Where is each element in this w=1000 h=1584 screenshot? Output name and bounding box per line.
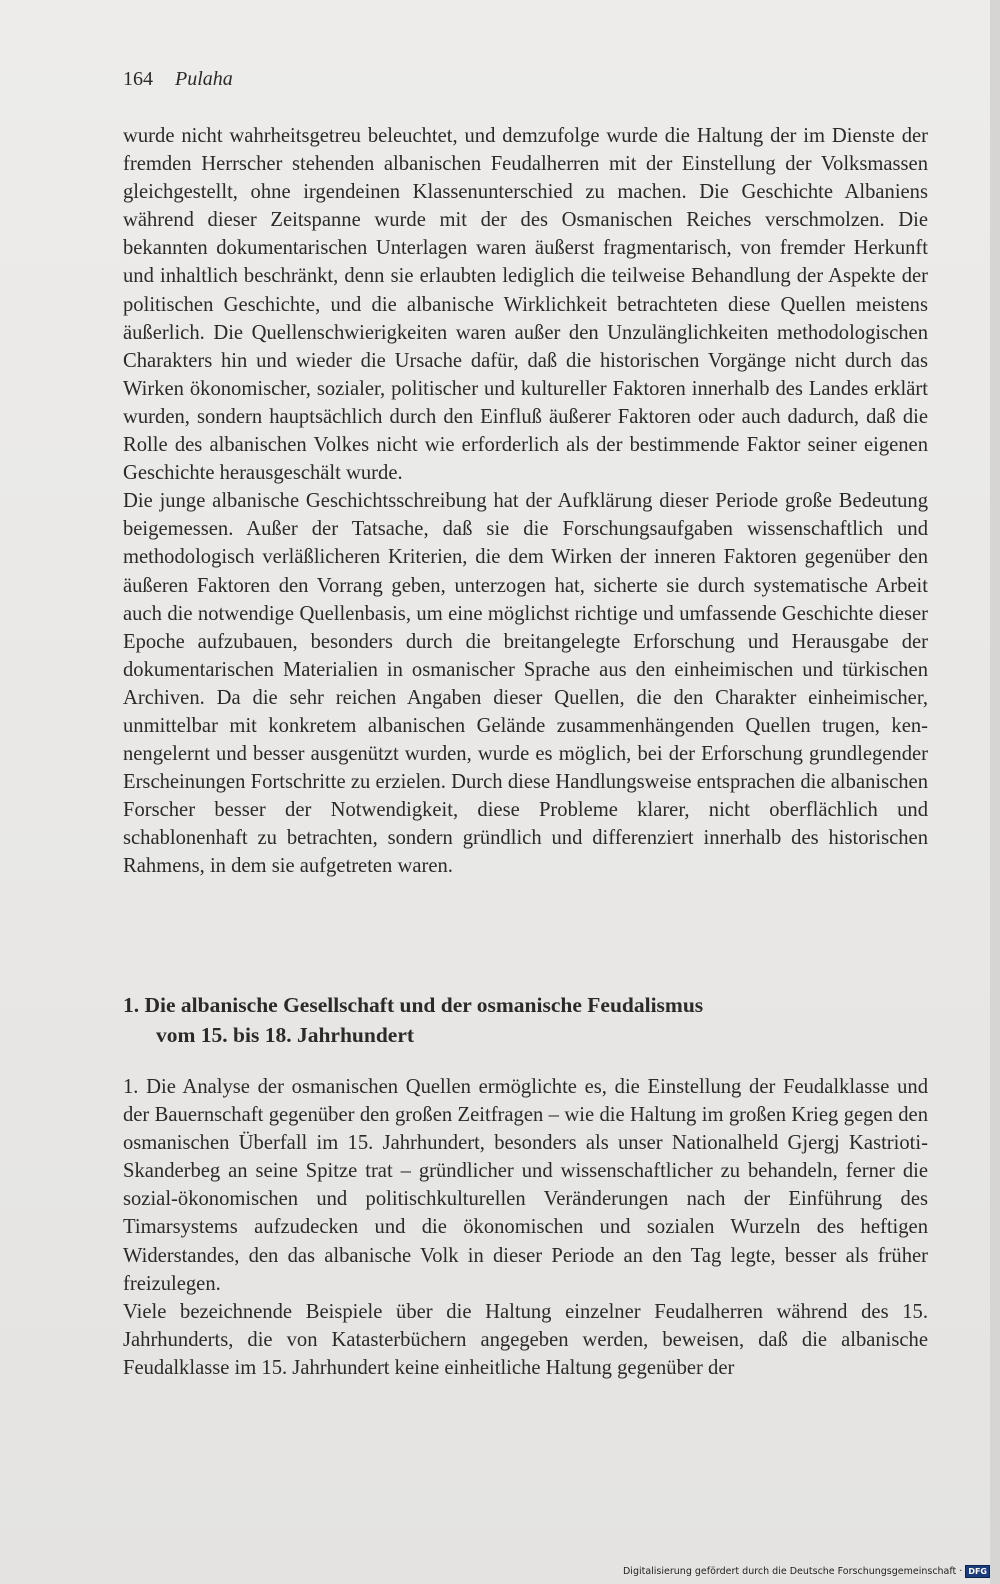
page-number: 164	[123, 68, 153, 90]
running-header	[123, 68, 233, 91]
paragraph: Die junge albanische Geschichtsschreibung hat der Aufklärung dieser Periode große Bedeutung beigemessen. Außer der Tatsache, daß sie die Forschungsaufgaben wissenschaftlich und methodologisch verläßlicheren Kriterien, die dem Wirken der inneren Faktoren gegenüber den äußeren Faktoren den Vorrang geben, unterzogen hat, sicherte sie durch systematische Arbeit auch die notwendige Quellenbasis, um eine möglichst richtige und umfassende Geschichte dieser Epoche aufzubauen, besonders durch die breitangelegte Erforschung und Herausgabe der dokumentarischen Materialien in osmanischer Sprache aus den einheimischen und türkischen Archiven. Da die sehr reichen Angaben dieser Quellen, die den Charakter einheimischer, unmittelbar mit konkretem albanischen Gelände zusammenhängenden Quellen trugen, kennengelernt und besser ausgenützt wurden, wurde es möglich, bei der Erforschung grundlegender Erscheinungen Fortschritte zu erzielen. Durch diese Handlungsweise entsprachen die albanischen Forscher besser der Notwendigkeit, diese Probleme klarer, nicht oberflächlich und schablonenhaft zu betrachten, sondern gründlich und differenziert innerhalb des historischen Rahmens, in dem sie aufgetreten waren.	[123, 490, 928, 878]
section-heading-line: vom 15. bis 18. Jahrhundert	[156, 1023, 415, 1047]
section-heading	[123, 990, 703, 1050]
running-title: Pulaha	[175, 68, 233, 90]
body-text-before-heading	[123, 122, 928, 881]
dfg-logo: DFG	[965, 1565, 990, 1578]
paragraph: wurde nicht wahrheitsgetreu beleuchtet, und demzufolge wurde die Haltung der im Dienste der fremden Herrscher stehenden albanischen Feudalherren mit der Einstellung der Volksmassen gleichgestellt, ohne irgendeinen Klassenunterschied zu machen. Die Geschichte Albaniens während dieser Zeitspanne wurde mit der des Osmanischen Reiches verschmolzen. Die bekannten dokumentarischen Unterlagen waren äußerst fragmentarisch, von fremder Herkunft und inhaltlich beschränkt, denn sie erlaubten lediglich die teilweise Behandlung der Aspekte der politischen Geschichte, und die albanische Wirklichkeit betrachteten diese Quellen meistens äußerlich. Die Quellenschwierigkeiten waren außer den Unzulänglichkeiten methodologischen Charakters hin und wieder die Ursache dafür, daß die historischen Vorgänge nicht durch das Wirken ökonomischer, sozialer, politischer und kultureller Faktoren innerhalb des Landes erklärt wurden, sondern hauptsächlich durch den Einfluß äußerer Faktoren oder auch dadurch, daß die Rolle des albanischen Volkes nicht wie erforderlich als der bestimmende Faktor seiner eigenen Geschichte herausgeschält wurde.	[123, 125, 928, 485]
page-edge-shadow	[990, 0, 1000, 1584]
digitization-credit	[623, 1565, 990, 1578]
paragraph: Viele bezeichnende Beispiele über die Haltung einzelner Feudalherren während des 15. Jahrhunderts, die von Katasterbüchern angegeben werden, beweisen, daß die albanische Feudalklasse im 15. Jahrhundert keine einheitliche Haltung gegenüber der	[123, 1300, 928, 1379]
credit-text: Digitalisierung gefördert durch die Deutsche Forschungsgemeinschaft ·	[622, 1566, 963, 1577]
paragraph: 1. Die Analyse der osmanischen Quellen ermöglichte es, die Einstellung der Feudalklasse und der Bauernschaft gegenüber den großen Zeitfragen – wie die Haltung im großen Krieg gegen den osmanischen Überfall im 15. Jahrhundert, besonders als unser Nationalheld Gjergj Kastrioti-Skanderbeg an seine Spitze trat – gründlicher und wissenschaftlicher zu behandeln, ferner die sozial-ökonomischen und politischkulturellen Veränderungen nach der Einführung des Timarsystems aufzudecken und die ökonomischen und sozialen Wurzeln des heftigen Widerstandes, den das albanische Volk in dieser Periode an den Tag legte, besser als früher freizulegen.	[123, 1076, 928, 1295]
body-text-after-heading	[123, 1073, 928, 1382]
section-heading-line: 1. Die albanische Gesellschaft und der osmanische Feudalismus	[123, 993, 704, 1017]
